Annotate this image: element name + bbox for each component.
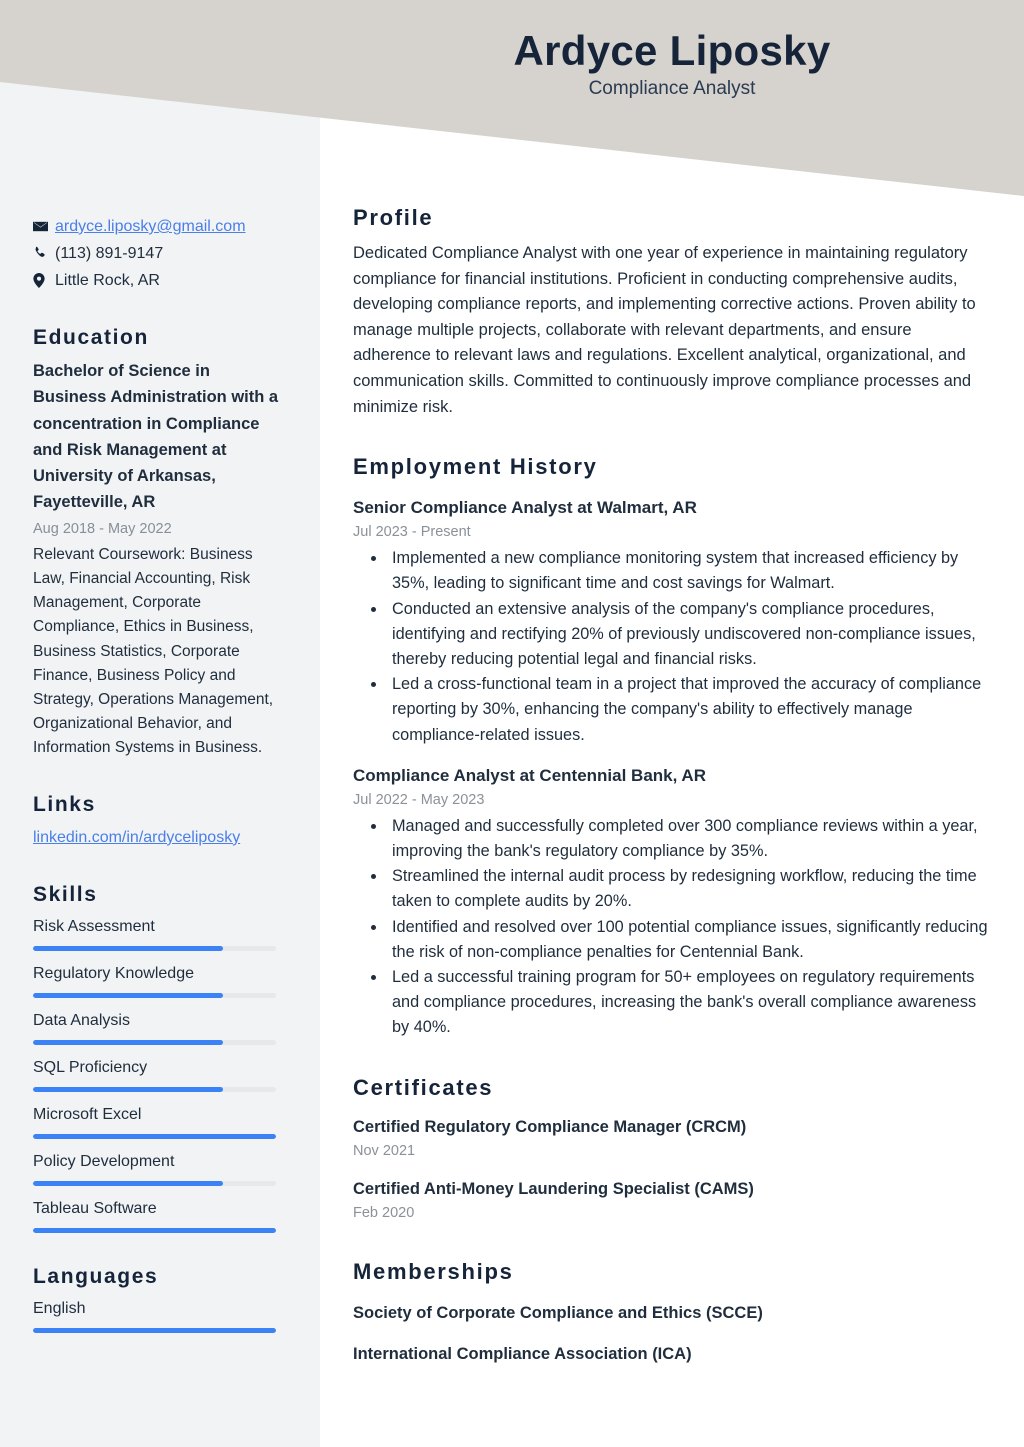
bullet-item: • Implemented a new compliance monitoring system that increased efficiency by 35%, leading to significant time and cost savings for Walmart.	[387, 546, 994, 596]
section-heading-profile: Profile	[353, 205, 434, 230]
skill-label: Risk Assessment	[33, 917, 155, 935]
phone-icon	[33, 241, 55, 260]
skill-item	[33, 1197, 286, 1233]
skill-bar-fill	[33, 946, 223, 951]
skill-label: Regulatory Knowledge	[33, 964, 194, 982]
sidebar-content	[0, 0, 320, 1333]
certificate-date: Feb 2020	[353, 1204, 415, 1221]
employment-date: Jul 2022 - May 2023	[353, 791, 485, 808]
education-degree: Bachelor of Science in Business Administration with a concentration in Compliance and Risk Management at University of Arkansas, Fayetteville, AR	[33, 362, 279, 512]
skill-bar-track	[33, 993, 276, 998]
bullet-item: • Streamlined the internal audit process by redesigning workflow, reducing the time taken to complete audits by 20%.	[387, 864, 994, 914]
language-bar-track	[33, 1328, 276, 1333]
page-title: Ardyce Liposky	[513, 27, 831, 74]
language-item	[33, 1297, 286, 1333]
skill-label: Policy Development	[33, 1152, 175, 1170]
skill-item	[33, 962, 286, 998]
employment-entry	[353, 763, 994, 1041]
bullet-item: • Conducted an extensive analysis of the company's compliance procedures, identifying and rectifying 20% of previously undiscovered non-compliance issues, thereby reducing potential legal and financial risks.	[387, 597, 994, 673]
location-pin-icon	[33, 268, 55, 288]
certificate-name: Certified Regulatory Compliance Manager (CRCM)	[353, 1117, 747, 1136]
language-bar-fill	[33, 1328, 276, 1333]
employment-title: Senior Compliance Analyst at Walmart, AR	[353, 498, 697, 518]
job-title-subtitle: Compliance Analyst	[588, 77, 756, 99]
certificate-name: Certified Anti-Money Laundering Specialist (CAMS)	[353, 1179, 754, 1198]
skill-bar-fill	[33, 1040, 223, 1045]
contact-item-email	[33, 214, 286, 240]
employment-bullets	[353, 814, 994, 1041]
skill-bar-track	[33, 1134, 276, 1139]
skills-list	[33, 915, 286, 1233]
section-heading-memberships: Memberships	[353, 1258, 514, 1284]
skill-item	[33, 1150, 286, 1186]
employment-bullets	[353, 546, 994, 748]
section-heading-links: Links	[33, 792, 96, 816]
employment-entry	[353, 495, 994, 748]
section-heading-languages: Languages	[33, 1264, 159, 1288]
skill-label: Tableau Software	[33, 1199, 157, 1217]
language-label: English	[33, 1299, 86, 1317]
employment-section	[353, 454, 994, 1040]
membership-entry: Society of Corporate Compliance and Ethics (SCCE)	[353, 1303, 763, 1322]
skill-bar-track	[33, 1181, 276, 1186]
skill-bar-fill	[33, 1087, 223, 1092]
skill-item	[33, 915, 286, 951]
membership-entry: International Compliance Association (ICA)	[353, 1344, 692, 1363]
education-description: Relevant Coursework: Business Law, Financial Accounting, Risk Management, Corporate Compliance, Ethics in Business, Business Statistics, Corporate Finance, Business Policy and Strategy, Operations Management, Organizational Behavior, and Information Systems in Business.	[33, 545, 274, 757]
main-content	[320, 0, 1024, 1367]
email-icon	[33, 214, 55, 234]
email-link[interactable]: ardyce.liposky@gmail.com	[55, 218, 246, 235]
skill-bar-track	[33, 1040, 276, 1045]
bullet-item: • Managed and successfully completed over 300 compliance reviews within a year, improving the bank's regulatory compliance by 35%.	[387, 814, 994, 864]
skill-bar-track	[33, 946, 276, 951]
section-heading-employment: Employment History	[353, 454, 598, 480]
employment-date: Jul 2023 - Present	[353, 524, 471, 541]
skill-item	[33, 1009, 286, 1045]
skill-bar-track	[33, 1087, 276, 1092]
section-heading-certificates: Certificates	[353, 1074, 494, 1100]
section-heading-skills: Skills	[33, 882, 98, 906]
contact-item-location	[33, 268, 286, 294]
bullet-item: • Led a successful training program for 50+ employees on regulatory requirements and compliance procedures, increasing the bank's overall compliance awareness by 40%.	[387, 965, 994, 1041]
certificate-entry	[353, 1177, 994, 1225]
skill-label: Microsoft Excel	[33, 1105, 142, 1123]
certificates-section	[353, 1075, 994, 1225]
contact-list	[33, 214, 286, 294]
location-text: Little Rock, AR	[55, 272, 160, 289]
bullet-item: • Identified and resolved over 100 potential compliance issues, significantly reducing the risk of non-compliance penalties for Centennial Bank.	[387, 915, 994, 965]
memberships-section	[353, 1259, 994, 1367]
phone-text: (113) 891-9147	[55, 245, 164, 262]
section-heading-education: Education	[33, 326, 149, 349]
skill-bar-fill	[33, 1228, 276, 1233]
certificate-entry	[353, 1115, 994, 1163]
skill-label: SQL Proficiency	[33, 1058, 148, 1076]
linkedin-link[interactable]: linkedin.com/in/ardyceliposky	[33, 828, 241, 846]
skill-label: Data Analysis	[33, 1011, 130, 1029]
skill-item	[33, 1103, 286, 1139]
skill-bar-fill	[33, 1181, 223, 1186]
skill-bar-track	[33, 1228, 276, 1233]
employment-title: Compliance Analyst at Centennial Bank, AR	[353, 765, 706, 785]
skill-bar-fill	[33, 993, 223, 998]
contact-item-phone	[33, 241, 286, 267]
languages-list	[33, 1297, 286, 1333]
education-date: Aug 2018 - May 2022	[33, 520, 172, 537]
certificate-date: Nov 2021	[353, 1142, 416, 1159]
profile-text: Dedicated Compliance Analyst with one year of experience in maintaining regulatory compliance for financial institutions. Proficient in conducting comprehensive audits, developing compliance reports, and implementing corrective actions. Proven ability to manage multiple projects, collaborate with relevant departments, and ensure adherence to relevant laws and regulations. Excellent analytical, organizational, and communication skills. Committed to continuously improve compliance processes and minimize risk.	[353, 244, 976, 416]
skill-bar-fill	[33, 1134, 276, 1139]
bullet-item: • Led a cross-functional team in a project that improved the accuracy of compliance reporting by 30%, enhancing the company's ability to effectively manage compliance-related issues.	[387, 672, 994, 748]
skill-item	[33, 1056, 286, 1092]
